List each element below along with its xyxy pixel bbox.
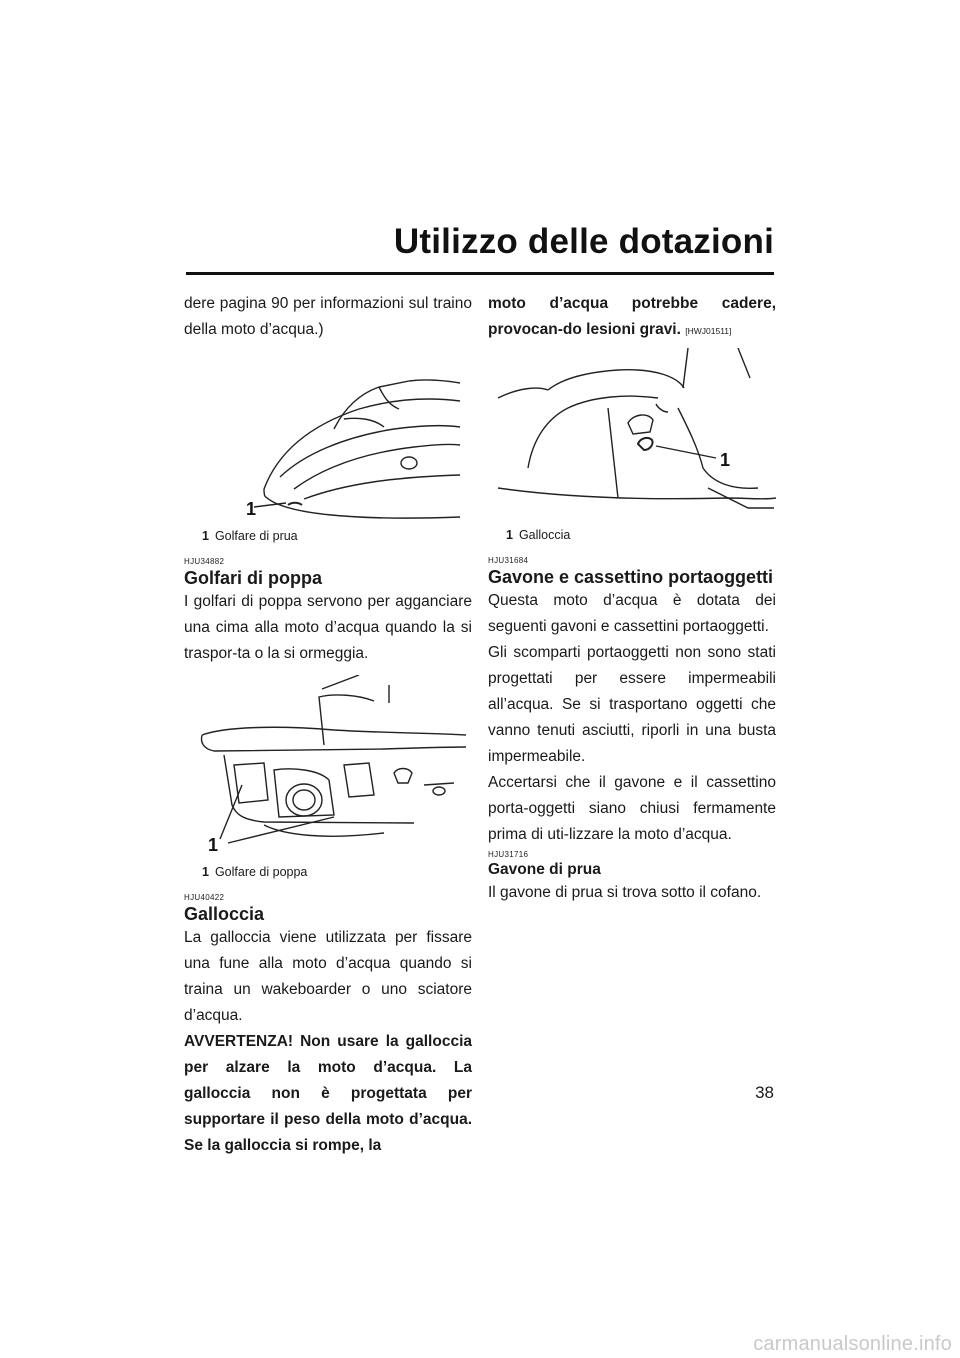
section-title: Galloccia	[184, 904, 265, 924]
page-number: 38	[755, 1083, 774, 1102]
cleat-illustration	[488, 348, 776, 524]
left-column	[184, 291, 472, 1159]
warning-code: [HWJ01511]	[685, 326, 732, 336]
section-code: HJU31716	[488, 850, 529, 859]
figure-stern-eye	[184, 675, 472, 879]
header-rule	[186, 272, 774, 275]
section-code: HJU40422	[184, 893, 225, 902]
stern-eye-caption: 1 Golfare di poppa	[202, 865, 308, 879]
bow-eye-caption: 1 Golfare di prua	[202, 529, 298, 543]
stern-eye-callout: 1	[208, 835, 219, 855]
section-body: I golfari di poppa servono per agganciare una cima alla moto d’acqua quando la si traspor-ta o la si ormeggia.	[184, 593, 472, 662]
figure-cleat	[488, 348, 776, 542]
section-stern-eyes	[184, 557, 472, 667]
right-column	[488, 291, 776, 906]
figure-bow-eye	[184, 349, 472, 543]
section-bow-storage	[488, 850, 776, 906]
cleat-callout: 1	[720, 450, 731, 470]
section-body: Questa moto d’acqua è dotata dei seguenti gavoni e cassettini portaoggetti.	[488, 592, 776, 635]
section-body: Il gavone di prua si trova sotto il cofano.	[488, 884, 762, 901]
warning-text: AVVERTENZA! Non usare la galloccia per alzare la moto d’acqua. La galloccia non è progettata per supportare il peso della moto d’acqua. Se la galloccia si rompe, la	[184, 1033, 472, 1154]
section-body: La galloccia viene utilizzata per fissare una fune alla moto d’acqua quando si traina un wakeboarder o uno sciatore d’acqua.	[184, 929, 472, 1024]
bow-eye-callout: 1	[246, 499, 257, 519]
page-title: Utilizzo delle dotazioni	[393, 222, 774, 261]
section-cleat	[184, 893, 472, 1159]
cleat-caption: 1 Galloccia	[506, 528, 571, 542]
bow-eye-illustration	[184, 349, 472, 525]
warning-continuation: moto d’acqua potrebbe cadere, provocan-do lesioni gravi. [HWJ01511]	[488, 295, 776, 338]
section-title: Gavone e cassettino portaoggetti	[488, 567, 774, 587]
watermark: carmanualsonline.info	[753, 1333, 952, 1355]
section-code: HJU34882	[184, 557, 225, 566]
section-title: Golfari di poppa	[184, 568, 322, 588]
intro-text: dere pagina 90 per informazioni sul traino della moto d’acqua.)	[184, 295, 472, 338]
section-body: Accertarsi che il gavone e il cassettino porta-oggetti siano chiusi fermamente prima di uti-lizzare la moto d’acqua.	[488, 774, 776, 843]
stern-eye-illustration	[184, 675, 472, 861]
section-body: Gli scomparti portaoggetti non sono stati progettati per essere impermeabili all’acqua. Se si trasportano oggetti che vanno tenuti asciutti, riporli in una busta impermeabile.	[488, 644, 776, 765]
section-storage	[488, 556, 776, 848]
subsection-title: Gavone di prua	[488, 861, 601, 878]
section-code: HJU31684	[488, 556, 529, 565]
